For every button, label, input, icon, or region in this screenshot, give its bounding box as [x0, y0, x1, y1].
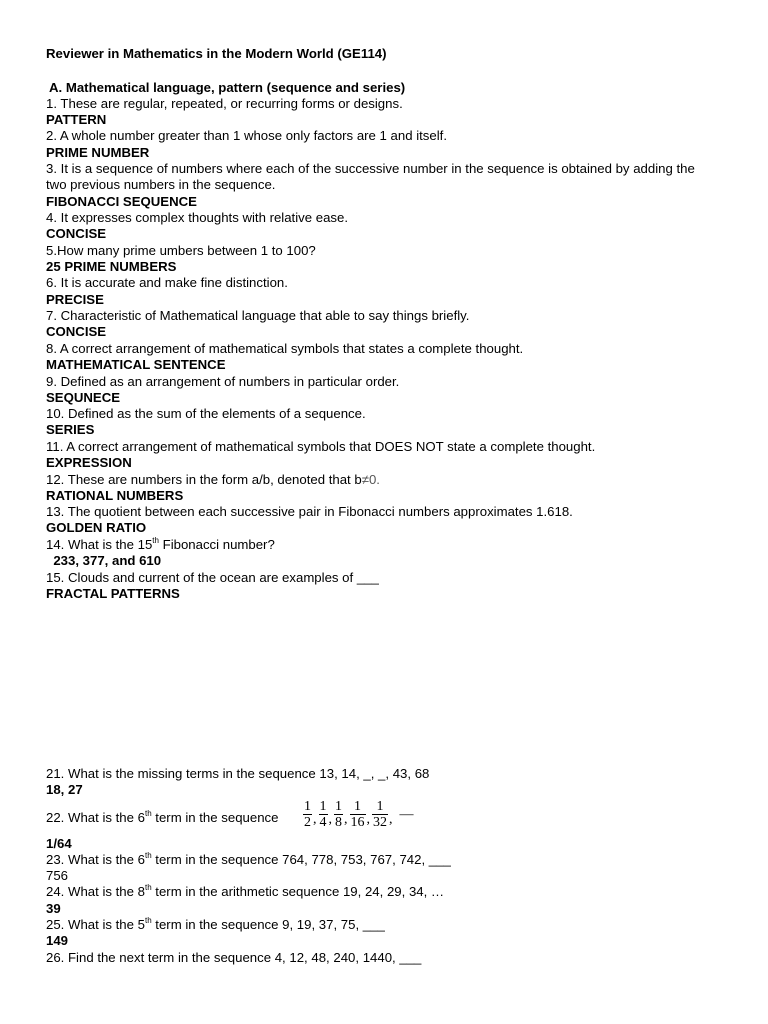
answer-3: FIBONACCI SEQUENCE: [46, 194, 197, 209]
answer-7: CONCISE: [46, 324, 107, 339]
question-22: [46, 810, 278, 826]
blank-dash: —: [399, 806, 414, 822]
answer-5: 25 PRIME NUMBERS: [46, 259, 177, 274]
answer-25: 149: [46, 933, 69, 948]
fraction: [319, 799, 328, 830]
question-9: 9. Defined as an arrangement of numbers in particular order.: [46, 374, 400, 389]
fraction: [303, 799, 312, 830]
answer-21: 18, 27: [46, 782, 83, 797]
fraction-numerator: 1: [335, 799, 342, 814]
comma: ,: [389, 811, 393, 827]
fraction-denominator: 32: [373, 815, 387, 830]
question-24: [46, 884, 444, 900]
fraction-denominator: 16: [350, 815, 365, 830]
comma: ,: [366, 811, 370, 827]
answer-24: 39: [46, 901, 61, 916]
question-25: [46, 917, 385, 933]
question-22-sup: th: [144, 808, 152, 818]
question-3: 3. It is a sequence of numbers where each of the successive number in the sequence is obtained by adding the two previous numbers in the sequence.: [46, 161, 695, 192]
question-22-pre: 22. What is the 6: [46, 810, 145, 825]
fraction-denominator: 2: [304, 815, 311, 830]
fraction-denominator: 4: [319, 815, 327, 830]
comma: ,: [328, 811, 332, 827]
answer-14: 233, 377, and 610: [46, 553, 162, 568]
fraction-sequence: [302, 799, 414, 830]
question-6: 6. It is accurate and make fine distinction.: [46, 275, 288, 290]
question-15: 15. Clouds and current of the ocean are examples of ___: [46, 570, 379, 585]
question-4: 4. It expresses complex thoughts with relative ease.: [46, 210, 348, 225]
question-8: 8. A correct arrangement of mathematical symbols that states a complete thought.: [46, 341, 524, 356]
question-2: 2. A whole number greater than 1 whose only factors are 1 and itself.: [46, 128, 447, 143]
fraction-numerator: 1: [304, 799, 311, 814]
fraction-denominator: 8: [335, 815, 342, 830]
question-1: 1. These are regular, repeated, or recurring forms or designs.: [46, 96, 403, 111]
section-a-heading: A. Mathematical language, pattern (sequence and series): [49, 80, 406, 95]
question-5: 5.How many prime umbers between 1 to 100?: [46, 243, 316, 258]
answer-8: MATHEMATICAL SENTENCE: [46, 357, 226, 372]
question-14-post: Fibonacci number?: [158, 537, 275, 552]
answer-2: PRIME NUMBER: [46, 145, 150, 160]
fraction-numerator: 1: [376, 799, 384, 814]
question-23: [46, 852, 451, 868]
question-22-post: term in the sequence: [151, 810, 279, 825]
question-7: 7. Characteristic of Mathematical language that able to say things briefly.: [46, 308, 470, 323]
question-12: [46, 472, 380, 488]
answer-23: 756: [46, 868, 69, 883]
question-24-sup: th: [144, 882, 152, 892]
answer-11: EXPRESSION: [46, 455, 132, 470]
fraction: [350, 799, 366, 830]
document-title: Reviewer in Mathematics in the Modern World (GE114): [46, 46, 387, 61]
question-23-pre: 23. What is the 6: [46, 852, 145, 867]
fraction-numerator: 1: [319, 799, 327, 814]
answer-15: FRACTAL PATTERNS: [46, 586, 180, 601]
answer-13: GOLDEN RATIO: [46, 520, 147, 535]
fraction: [372, 799, 388, 830]
question-14-sup: th: [152, 535, 159, 545]
question-14: [46, 537, 275, 553]
fraction-numerator: 1: [354, 799, 361, 814]
answer-1: PATTERN: [46, 112, 107, 127]
question-25-pre: 25. What is the 5: [46, 917, 145, 932]
answer-12: RATIONAL NUMBERS: [46, 488, 184, 503]
question-14-pre: 14. What is the 15: [46, 537, 153, 552]
answer-9: SEQUNECE: [46, 390, 121, 405]
question-10: 10. Defined as the sum of the elements of a sequence.: [46, 406, 366, 421]
answer-22: 1/64: [46, 836, 72, 851]
question-21: 21. What is the missing terms in the sequence 13, 14, _, _, 43, 68: [46, 766, 430, 781]
answer-10: SERIES: [46, 422, 95, 437]
comma: ,: [313, 811, 317, 827]
question-25-post: term in the sequence 9, 19, 37, 75, ___: [151, 917, 385, 932]
question-25-sup: th: [144, 915, 152, 925]
fraction: [334, 799, 343, 830]
question-23-post: term in the sequence 764, 778, 753, 767, 742, ___: [151, 852, 451, 867]
comma: ,: [344, 811, 348, 827]
question-24-post: term in the arithmetic sequence 19, 24, 29, 34, …: [151, 884, 445, 899]
answer-4: CONCISE: [46, 226, 107, 241]
question-13: 13. The quotient between each successive pair in Fibonacci numbers approximates 1.618.: [46, 504, 573, 519]
question-24-pre: 24. What is the 8: [46, 884, 145, 899]
question-26: 26. Find the next term in the sequence 4, 12, 48, 240, 1440, ___: [46, 950, 422, 965]
question-12-text: 12. These are numbers in the form a/b, denoted that b: [46, 472, 362, 487]
question-11: 11. A correct arrangement of mathematical symbols that DOES NOT state a complete thought.: [46, 439, 596, 454]
question-23-sup: th: [144, 850, 152, 860]
question-12-tail: ≠0.: [361, 472, 380, 487]
answer-6: PRECISE: [46, 292, 104, 307]
